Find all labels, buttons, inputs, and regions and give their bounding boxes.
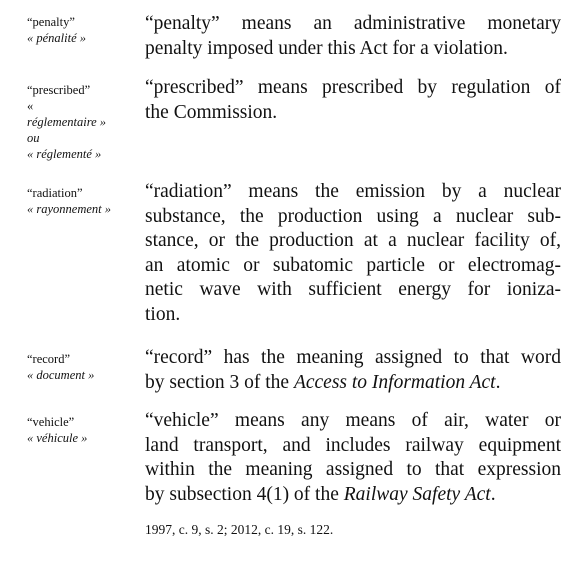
marginal-term-fr: réglementaire » [27,115,107,129]
definition-text-penalty [145,12,561,61]
definition-line: netic wave with sufficient energy for ioniza- [145,279,561,300]
definition-text-prescribed [145,76,561,125]
definition-line-with-citation [145,483,561,508]
definition-text-vehicle [145,409,561,507]
definition-text-fragment: by section 3 of the [145,371,294,393]
marginal-note-prescribed [27,82,137,162]
definition-text-radiation [145,180,561,327]
marginal-term-fr: « pénalité » [27,31,87,45]
statute-citation: Access to Information Act [293,371,496,393]
marginal-term-en: “record” [27,352,71,366]
statute-citation: Railway Safety Act [343,483,491,505]
definition-line: “record” has the meaning assigned to that word [145,347,561,368]
marginal-term-fr: « réglementé » [27,147,102,161]
marginal-term-en: “penalty” [27,15,75,29]
marginal-term-en: “vehicle” [27,415,75,429]
legislative-history-note: 1997, c. 9, s. 2; 2012, c. 19, s. 122. [145,522,334,537]
marginal-term-en: “radiation” [27,186,83,200]
marginal-note-record [27,351,137,383]
definition-line: tion. [145,303,181,325]
definition-text-fragment: . [490,483,496,505]
definition-line: “radiation” means the emission by a nuclear [145,181,561,202]
definition-line: substance, the production using a nuclear sub- [145,205,561,227]
definition-line: the Commission. [145,101,278,123]
definition-line: “penalty” means an administrative monetary [145,13,561,34]
definition-line: an atomic or subatomic particle or electromag- [145,254,561,276]
marginal-note-vehicle [27,414,137,446]
definition-line: penalty imposed under this Act for a violation. [145,37,508,59]
marginal-note-radiation [27,185,137,217]
definition-line: stance, or the production at a nuclear facility of, [145,230,561,251]
marginal-note-penalty [27,14,137,46]
marginal-term-fr: « véhicule » [27,431,88,445]
definition-line: land transport, and includes railway equipment [145,434,561,456]
definition-text-fragment: . [495,371,501,393]
definition-line: within the meaning assigned to that expression [145,459,561,480]
definition-line: “prescribed” means prescribed by regulation of [145,77,561,98]
marginal-term-fr: « [27,99,34,113]
marginal-term-fr-conjunction: ou [27,131,40,145]
marginal-term-fr: « rayonnement » [27,202,112,216]
marginal-term-fr: « document » [27,368,95,382]
marginal-term-en: “prescribed” [27,83,91,97]
definition-line: “vehicle” means any means of air, water or [145,410,561,431]
definition-line-with-citation [145,371,561,396]
definition-text-record [145,346,561,395]
definition-text-fragment: by subsection 4(1) of the [145,483,344,505]
